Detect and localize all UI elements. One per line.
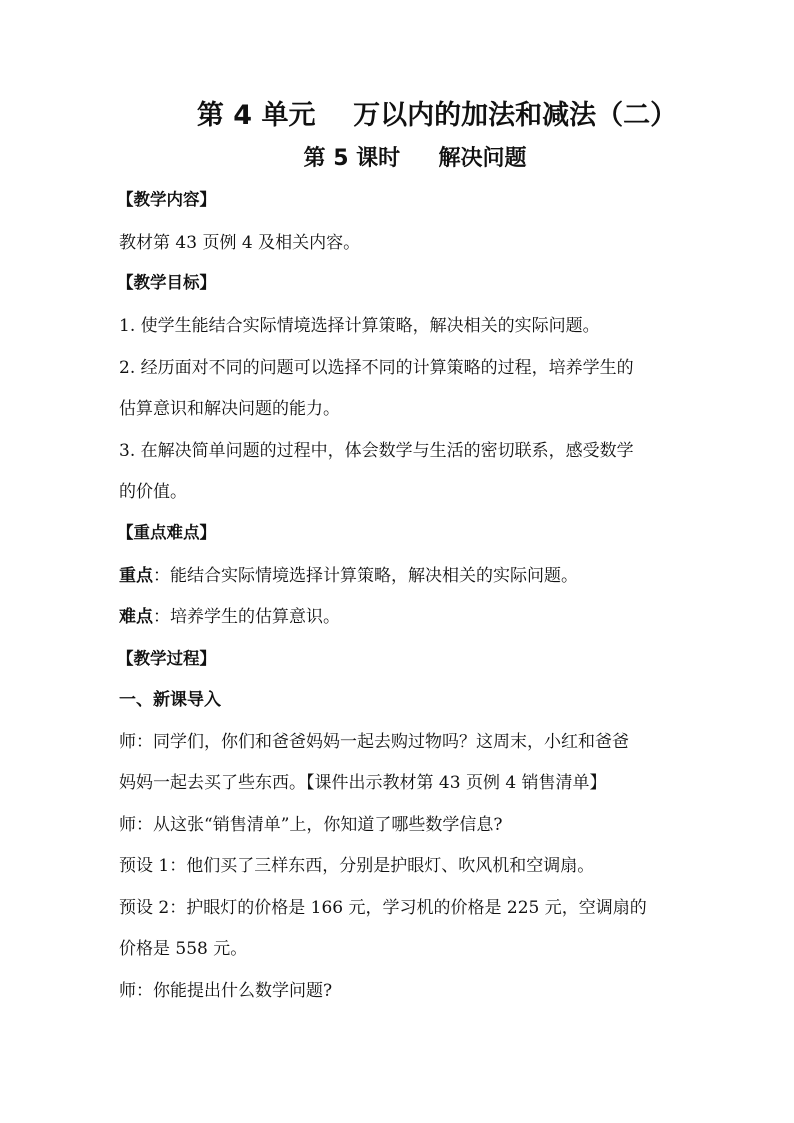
section-heading-key-points: 【重点难点】: [117, 523, 216, 542]
key-point-label: 重点: [119, 566, 153, 586]
paragraph-1-line-1: 师：同学们，你们和爸爸妈妈一起去购过物吗？这周末，小红和爸爸: [119, 732, 629, 752]
goal-2-line-2: 估算意识和解决问题的能力。: [119, 399, 340, 419]
difficult-point-label: 难点: [119, 607, 153, 627]
key-point: [119, 568, 578, 585]
content-text: 教材第 43 页例 4 及相关内容。: [119, 233, 361, 253]
lesson-subtitle: 第 5 课时 解决问题: [303, 146, 527, 171]
paragraph-5: 师：你能提出什么数学问题?: [119, 981, 333, 1001]
goal-1: 1. 使学生能结合实际情境选择计算策略，解决相关的实际问题。: [119, 316, 600, 336]
difficult-point: [119, 609, 340, 626]
difficult-point-text: ：培养学生的估算意识。: [153, 607, 340, 627]
paragraph-4-line-2: 价格是 558 元。: [119, 939, 248, 959]
goal-3-line-1: 3. 在解决简单问题的过程中，体会数学与生活的密切联系，感受数学: [119, 441, 634, 461]
paragraph-2: 师：从这张“销售清单”上，你知道了哪些数学信息?: [119, 815, 503, 835]
section-heading-goals: 【教学目标】: [117, 273, 216, 292]
unit-title: 第 4 单元 万以内的加法和减法（二）: [196, 100, 678, 131]
key-point-text: ：能结合实际情境选择计算策略，解决相关的实际问题。: [153, 566, 578, 586]
section-heading-content: 【教学内容】: [117, 190, 216, 209]
goal-3-line-2: 的价值。: [119, 482, 187, 502]
paragraph-1-line-2: 妈妈一起去买了些东西。【课件出示教材第 43 页例 4 销售清单】: [119, 773, 607, 793]
paragraph-4-line-1: 预设 2：护眼灯的价格是 166 元，学习机的价格是 225 元，空调扇的: [119, 898, 647, 918]
intro-heading: 一、新课导入: [119, 690, 221, 710]
section-heading-process: 【教学过程】: [117, 649, 216, 668]
paragraph-3: 预设 1：他们买了三样东西，分别是护眼灯、吹风机和空调扇。: [119, 856, 595, 876]
goal-2-line-1: 2. 经历面对不同的问题可以选择不同的计算策略的过程，培养学生的: [119, 358, 634, 378]
